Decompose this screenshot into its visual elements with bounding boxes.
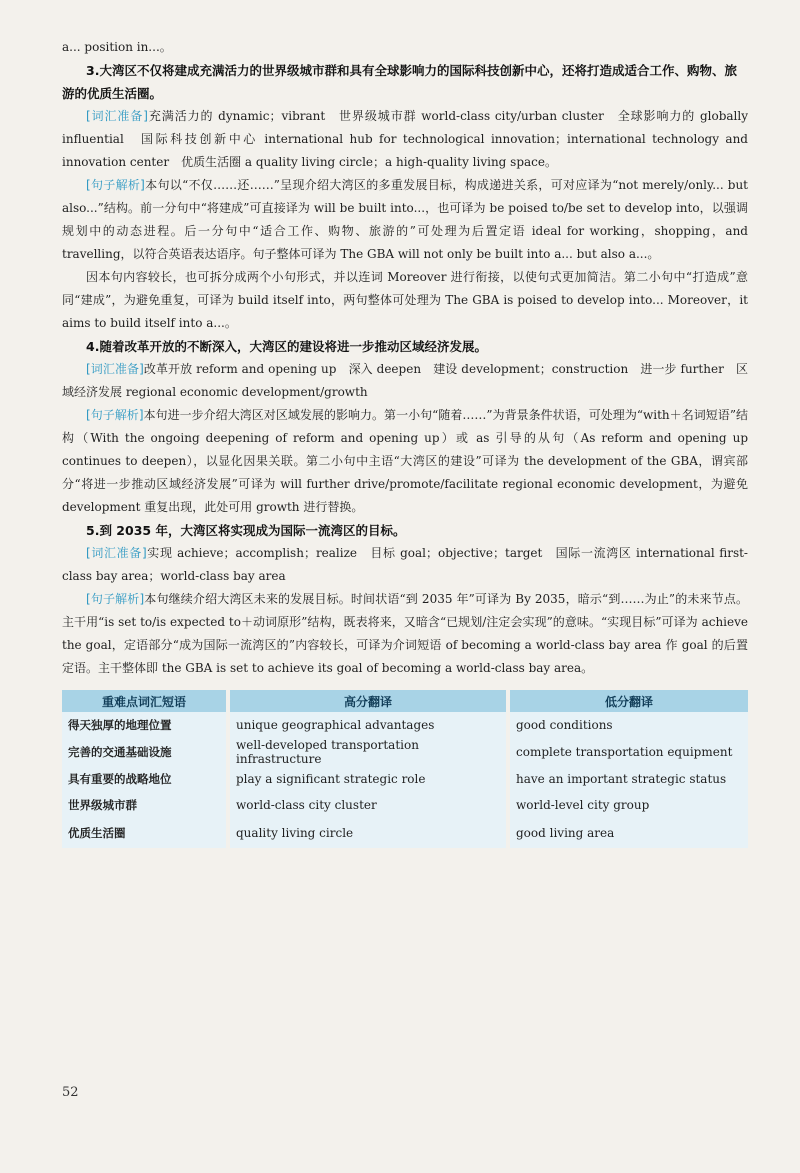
section-3 [62,59,748,335]
table-row [62,818,748,848]
section-3-heading: 3.大湾区不仅将建成充满活力的世界级城市群和具有全球影响力的国际科技创新中心，还将打造成适合工作、购物、旅游的优质生活圈。 [62,63,737,101]
section-4 [62,335,748,519]
table-row [62,792,748,818]
vocab-tag: [词汇准备] [86,362,144,376]
phrase-cell: 世界级城市群 [62,792,230,818]
high-score-cell: unique geographical advantages [230,712,510,738]
top-line: a... position in...。 [62,40,172,54]
section-5-heading: 5.到 2035 年，大湾区将实现成为国际一流湾区的目标。 [86,523,406,538]
section-3-note: 因本句内容较长，也可拆分成两个小句形式，并以连词 Moreover 进行衔接，以使句式更加简洁。第二小句中“打造成”意同“建成”，为避免重复，可译为 build itself into，两句整体可处理为 The GBA is poised to develop into... Moreover，it aims to build itself into a...。 [62,270,748,330]
section-5-analysis [62,588,748,680]
table-row [62,712,748,738]
section-3-analysis [62,174,748,266]
section-4-vocab [62,358,748,404]
phrase-cell: 得天独厚的地理位置 [62,712,230,738]
section-5 [62,519,748,680]
analysis-text: 本句以“不仅……还……”呈现介绍大湾区的多重发展目标，构成递进关系，可对应译为“not merely/only... but also...”结构。前一分句中“将建成”可直接译为 will be built into...，也可译为 be poised to/be set to develop into，以强调规划中的动态进程。后一分句中“适合工作、购物、旅游的”可处理为后置定语 ideal for working，shopping，and travelling，以符合英语表达语序。句子整体可译为 The GBA will not only be built into a... but also a...。 [62,178,748,261]
phrase-cell: 完善的交通基础设施 [62,738,230,766]
vocab-text: 实现 achieve；accomplish；realize 目标 goal；objective；target 国际一流湾区 international first-class bay area；world-class bay area [62,546,748,583]
vocab-text: 改革开放 reform and opening up 深入 deepen 建设 development；construction 进一步 further 区域经济发展 regional economic development/growth [62,362,748,399]
table-row [62,738,748,766]
header-key-phrase: 重难点词汇短语 [62,690,230,712]
low-score-cell: world-level city group [510,792,748,818]
high-score-cell: play a significant strategic role [230,766,510,792]
section-3-vocab [62,105,748,174]
low-score-cell: good living area [510,818,748,848]
analysis-text: 本句继续介绍大湾区未来的发展目标。时间状语“到 2035 年”可译为 By 2035，暗示“到……为止”的未来节点。主干用“is set to/is expected to＋动词原形”结构，既表将来，又暗含“已规划/注定会实现”的意味。“实现目标”可译为 achieve the goal，定语部分“成为国际一流湾区的”内容较长，可译为介词短语 of becoming a world-class bay area 作 goal 的后置定语。主干整体即 the GBA is set to achieve its goal of becoming a world-class bay area。 [62,592,748,675]
analysis-text: 本句进一步介绍大湾区对区域发展的影响力。第一小句“随着……”为背景条件状语，可处理为“with＋名词短语”结构（With the ongoing deepening of reform and opening up）或 as 引导的从句（As reform and opening up continues to deepen），以显化因果关联。第二小句中主语“大湾区的建设”可译为 the development of the GBA，谓宾部分“将进一步推动区域经济发展”可译为 will further drive/promote/facilitate regional economic development，为避免 development 重复出现，此处可用 growth 进行替换。 [62,408,748,514]
high-score-cell: world-class city cluster [230,792,510,818]
vocab-comparison-table [62,690,748,848]
header-low-score: 低分翻译 [510,690,748,712]
section-4-heading: 4.随着改革开放的不断深入，大湾区的建设将进一步推动区域经济发展。 [86,339,487,354]
table-row [62,766,748,792]
section-4-analysis [62,404,748,519]
low-score-cell: have an important strategic status [510,766,748,792]
header-high-score: 高分翻译 [230,690,510,712]
page-number: 52 [62,1085,79,1100]
vocab-tag: [词汇准备] [86,546,147,560]
high-score-cell: well-developed transportation infrastructure [230,738,510,766]
analysis-tag: [句子解析] [86,408,144,422]
vocab-tag: [词汇准备] [86,109,148,123]
low-score-cell: complete transportation equipment [510,738,748,766]
table-header-row [62,690,748,712]
vocab-text: 充满活力的 dynamic；vibrant 世界级城市群 world-class city/urban cluster 全球影响力的 globally influential 国际科技创新中心 international hub for technological innovation；international technology and innovation center 优质生活圈 a quality living circle；a high-quality living space。 [62,109,748,169]
phrase-cell: 具有重要的战略地位 [62,766,230,792]
section-5-vocab [62,542,748,588]
analysis-tag: [句子解析] [86,592,145,606]
high-score-cell: quality living circle [230,818,510,848]
phrase-cell: 优质生活圈 [62,818,230,848]
low-score-cell: good conditions [510,712,748,738]
analysis-tag: [句子解析] [86,178,145,192]
page-content [62,36,748,848]
